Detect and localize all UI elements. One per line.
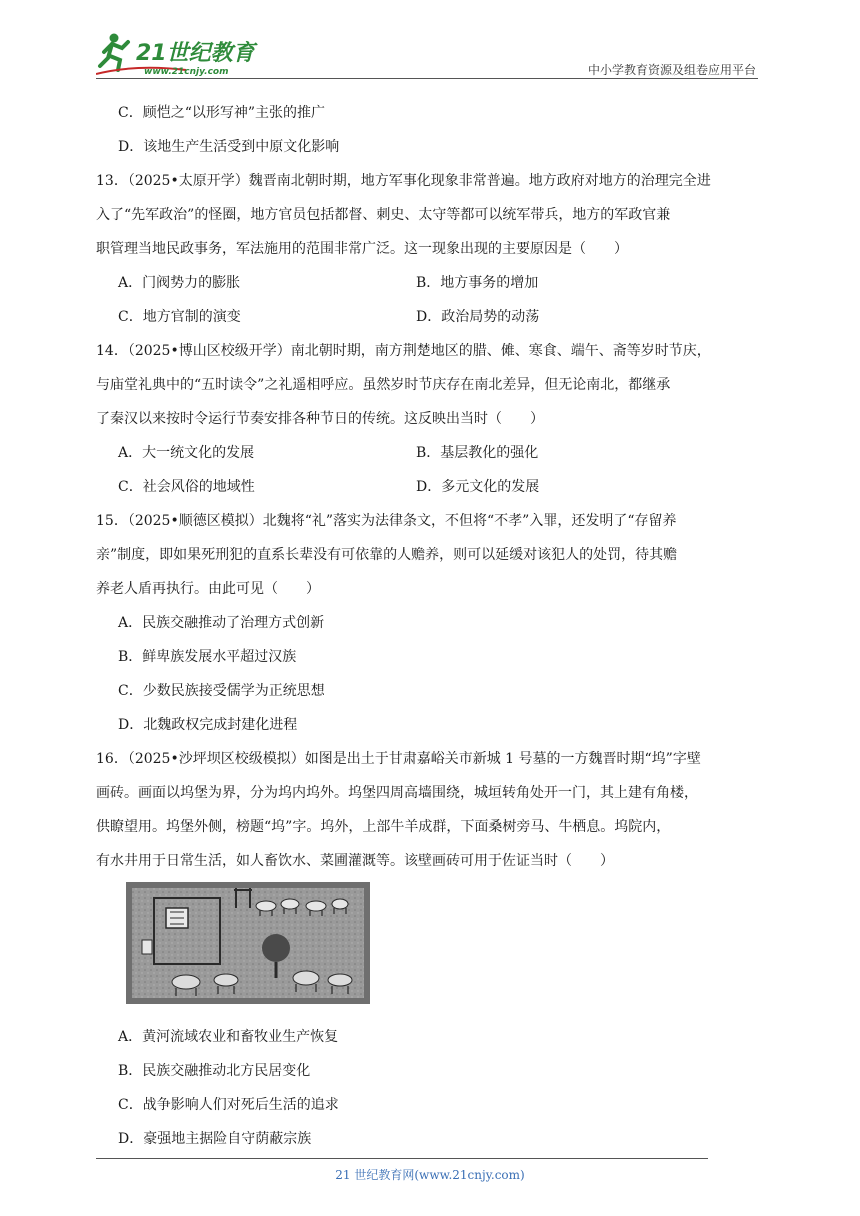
q13-stem-line3: 职管理当地民政事务，军法施用的范围非常广泛。这一现象出现的主要原因是（ ） [96, 241, 628, 257]
q14-option-b: B．基层教化的强化 [416, 445, 539, 461]
q14-stem-line2: 与庙堂礼典中的“五时读令”之礼遥相呼应。虽然岁时节庆存在南北差异，但无论南北，都继承 [96, 377, 671, 393]
q15-option-d: D．北魏政权完成封建化进程 [118, 717, 298, 733]
q15-option-c: C．少数民族接受儒学为正统思想 [118, 683, 325, 699]
q14-stem-line1: 14．（2025•博山区校级开学）南北朝时期，南方荆楚地区的腊、傩、寒食、端午、斋等岁时节庆， [96, 343, 711, 359]
platform-name: 中小学教育资源及组卷应用平台 [587, 63, 756, 77]
mural-brick-image [126, 878, 370, 1008]
q16-option-c: C．战争影响人们对死后生活的追求 [118, 1097, 339, 1113]
footer-divider [96, 1158, 708, 1159]
q15-stem-line2: 亲”制度，即如果死刑犯的直系长辈没有可依靠的人赡养，则可以延缓对该犯人的处罚，待其赡 [96, 547, 678, 563]
page-header [96, 30, 756, 80]
q13-options-row2 [96, 300, 758, 334]
header-divider [96, 78, 758, 79]
q13-stem-line2: 入了“先军政治”的怪圈，地方官员包括都督、刺史、太守等都可以统军带兵，地方的军政官兼 [96, 207, 671, 223]
q16-stem-line4: 有水井用于日常生活，如人畜饮水、菜圃灌溉等。该壁画砖可用于佐证当时（ ） [96, 853, 614, 869]
q13-option-d: D．政治局势的动荡 [416, 309, 540, 325]
q13-option-a: A．门阀势力的膨胀 [118, 275, 241, 291]
q15-stem-line1: 15．（2025•顺德区模拟）北魏将“礼”落实为法律条文，不但将“不孝”入罪，还发明了“存留养 [96, 513, 677, 529]
q16-figure [96, 878, 758, 1020]
q16-option-d: D．豪强地主据险自守荫蔽宗族 [118, 1131, 312, 1147]
q14-options-row1 [96, 436, 758, 470]
svg-text:21世纪教育: 21世纪教育 [136, 41, 255, 66]
q13-stem-line1: 13．（2025•太原开学）魏晋南北朝时期，地方军事化现象非常普遍。地方政府对地方的治理完全进 [96, 173, 711, 189]
q13-options-row1 [96, 266, 758, 300]
logo-21cnjy [96, 30, 266, 80]
q14-stem-line3: 了秦汉以来按时令运行节奏安排各种节日的传统。这反映出当时（ ） [96, 411, 544, 427]
q12-option-c: C．顾恺之“以形写神”主张的推广 [118, 105, 326, 121]
q14-option-a: A．大一统文化的发展 [118, 445, 255, 461]
q14-option-c: C．社会风俗的地域性 [118, 479, 255, 495]
q13-option-c: C．地方官制的演变 [118, 309, 241, 325]
q16-option-b: B．民族交融推动北方民居变化 [118, 1063, 311, 1079]
q15-stem-line3: 养老人盾再执行。由此可见（ ） [96, 581, 320, 597]
q15-option-b: B．鲜卑族发展水平超过汉族 [118, 649, 297, 665]
q14-option-d: D．多元文化的发展 [416, 479, 540, 495]
svg-text:www.21cnjy.com: www.21cnjy.com [144, 67, 229, 77]
q16-option-a: A．黄河流域农业和畜牧业生产恢复 [118, 1029, 339, 1045]
q16-stem-line3: 供瞭望用。坞堡外侧，榜题“坞”字。坞外，上部牛羊成群，下面桑树旁马、牛栖息。坞院内， [96, 819, 671, 835]
q16-stem-line1: 16．（2025•沙坪坝区校级模拟）如图是出土于甘肃嘉峪关市新城 1 号墓的一方魏晋时期“坞”字壁 [96, 751, 701, 767]
q14-options-row2 [96, 470, 758, 504]
q16-stem-line2: 画砖。画面以坞堡为界，分为坞内坞外。坞堡四周高墙围绕，城垣转角处开一门，其上建有角楼， [96, 785, 698, 801]
q12-option-d: D．该地生产生活受到中原文化影响 [118, 139, 340, 155]
q15-option-a: A．民族交融推动了治理方式创新 [118, 615, 325, 631]
question-content [96, 96, 758, 1156]
q13-option-b: B．地方事务的增加 [416, 275, 539, 291]
footer-text: 21 世纪教育网(www.21cnjy.com) [335, 1168, 525, 1182]
